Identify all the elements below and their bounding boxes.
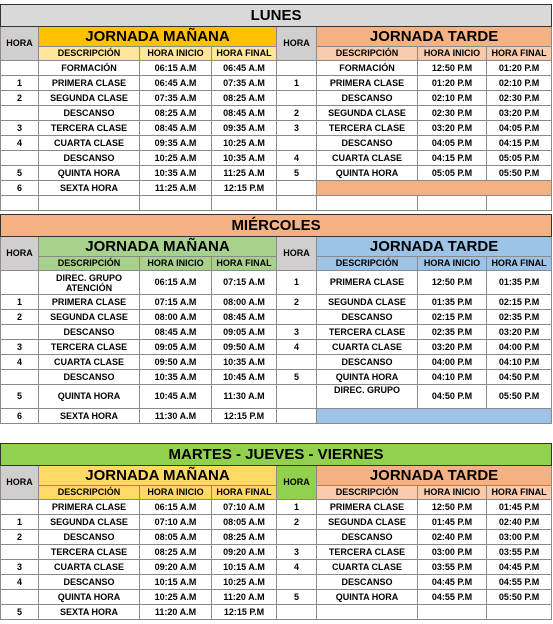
table-row — [1, 181, 552, 196]
cell-hora-final: 07:10 A.M — [212, 500, 277, 515]
cell-descripcion: TERCERA CLASE — [39, 340, 140, 355]
cell-hora — [1, 271, 39, 295]
cell-hora: 4 — [277, 151, 317, 166]
cell-hora — [1, 370, 39, 385]
cell-hora-inicio: 07:35 A.M — [140, 91, 212, 106]
cell-hora-final: 08:00 A.M — [212, 295, 277, 310]
cell-hora: 1 — [277, 500, 317, 515]
cell-hora-inicio: 10:45 A.M — [140, 385, 212, 409]
cell-descripcion: DESCANSO — [317, 136, 418, 151]
cell-hora-inicio: 08:05 A.M — [140, 530, 212, 545]
cell-hora-inicio: 02:30 P.M — [418, 106, 487, 121]
cell-hora-inicio: 11:30 A.M — [140, 409, 212, 424]
cell-hora-inicio: 04:55 P.M — [418, 590, 487, 605]
cell-empty — [317, 605, 418, 620]
cell-hora-final: 07:35 A.M — [212, 76, 277, 91]
cell-hora-inicio: 06:15 A.M — [140, 61, 212, 76]
table-row — [1, 325, 552, 340]
cell-descripcion: FORMACIÓN — [317, 61, 418, 76]
cell-hora — [277, 355, 317, 370]
table-row — [1, 310, 552, 325]
table-row — [1, 151, 552, 166]
cell-hora-final: 03:55 P.M — [487, 545, 552, 560]
cell-empty — [277, 409, 317, 424]
cell-hora-final: 01:45 P.M — [487, 500, 552, 515]
table-row-empty — [1, 196, 552, 211]
cell-hora: 3 — [1, 340, 39, 355]
cell-hora-inicio: 02:15 P.M — [418, 310, 487, 325]
cell-hora-final: 08:45 A.M — [212, 106, 277, 121]
cell-descripcion: DESCANSO — [39, 530, 140, 545]
cell-hora-final: 06:45 A.M — [212, 61, 277, 76]
cell-hora-final: 04:55 P.M — [487, 575, 552, 590]
hora-final-header: HORA FINAL — [487, 486, 552, 500]
cell-descripcion: CUARTA CLASE — [39, 136, 140, 151]
cell-hora: 5 — [277, 370, 317, 385]
jornada-tarde-header: JORNADA TARDE — [317, 466, 552, 486]
cell-hora-inicio: 04:05 P.M — [418, 136, 487, 151]
table-row — [1, 515, 552, 530]
cell-hora: 3 — [277, 121, 317, 136]
cell-hora-inicio: 06:15 A.M — [140, 271, 212, 295]
cell-hora: 2 — [277, 106, 317, 121]
cell-hora-inicio: 10:25 A.M — [140, 590, 212, 605]
cell-hora-inicio: 01:35 P.M — [418, 295, 487, 310]
cell-descripcion: CUARTA CLASE — [317, 560, 418, 575]
cell-hora-inicio: 07:10 A.M — [140, 515, 212, 530]
cell-hora-final: 05:05 P.M — [487, 151, 552, 166]
table-row — [1, 605, 552, 620]
hora-final-header: HORA FINAL — [212, 47, 277, 61]
table-row — [1, 340, 552, 355]
cell-hora: 2 — [1, 310, 39, 325]
descripcion-header: DESCRIPCIÓN — [39, 486, 140, 500]
cell-descripcion: SEGUNDA CLASE — [39, 91, 140, 106]
cell-hora-inicio: 03:20 P.M — [418, 340, 487, 355]
cell-hora: 2 — [1, 91, 39, 106]
cell-hora-final: 10:15 A.M — [212, 560, 277, 575]
cell-hora-inicio: 02:40 P.M — [418, 530, 487, 545]
cell-descripcion: DESCANSO — [39, 575, 140, 590]
cell-empty — [277, 605, 317, 620]
cell-hora-final: 03:20 P.M — [487, 106, 552, 121]
cell-descripcion: DESCANSO — [317, 355, 418, 370]
cell-hora-inicio: 09:20 A.M — [140, 560, 212, 575]
cell-hora-inicio: 08:00 A.M — [140, 310, 212, 325]
cell-descripcion: DESCANSO — [39, 151, 140, 166]
table-row — [1, 560, 552, 575]
cell-descripcion: DESCANSO — [39, 370, 140, 385]
cell-hora-inicio: 09:05 A.M — [140, 340, 212, 355]
cell-descripcion: QUINTA HORA — [39, 590, 140, 605]
cell-descripcion: SEGUNDA CLASE — [317, 106, 418, 121]
cell-hora-inicio: 02:35 P.M — [418, 325, 487, 340]
cell-hora-final: 08:25 A.M — [212, 91, 277, 106]
cell-hora-final: 10:35 A.M — [212, 151, 277, 166]
cell-hora-final: 02:30 P.M — [487, 91, 552, 106]
cell-hora: 3 — [1, 121, 39, 136]
cell-hora — [1, 500, 39, 515]
cell-hora — [277, 136, 317, 151]
cell-descripcion: TERCERA CLASE — [317, 545, 418, 560]
cell-descripcion: DIREC. GRUPO — [317, 385, 418, 409]
cell-hora-inicio: 08:45 A.M — [140, 325, 212, 340]
cell-descripcion: QUINTA HORA — [317, 590, 418, 605]
cell-hora-inicio: 03:00 P.M — [418, 545, 487, 560]
table-row — [1, 530, 552, 545]
cell-descripcion: CUARTA CLASE — [317, 151, 418, 166]
descripcion-header: DESCRIPCIÓN — [39, 257, 140, 271]
cell-hora-final: 02:15 P.M — [487, 295, 552, 310]
hora-header: HORA — [277, 466, 317, 500]
schedule-martes-jueves-viernes — [0, 443, 553, 620]
cell-hora-inicio: 05:05 P.M — [418, 166, 487, 181]
table-row — [1, 76, 552, 91]
table-row — [1, 545, 552, 560]
cell-hora — [1, 545, 39, 560]
cell-empty — [487, 605, 552, 620]
cell-hora-final: 04:10 P.M — [487, 355, 552, 370]
cell-hora: 5 — [1, 166, 39, 181]
cell-hora: 2 — [277, 515, 317, 530]
cell-descripcion: QUINTA HORA — [317, 166, 418, 181]
schedule-lunes — [0, 4, 553, 211]
cell-hora — [277, 310, 317, 325]
cell-hora-final: 11:25 A.M — [212, 166, 277, 181]
cell-hora-inicio: 04:50 P.M — [418, 385, 487, 409]
cell-descripcion: SEGUNDA CLASE — [39, 515, 140, 530]
cell-descripcion: TERCERA CLASE — [317, 325, 418, 340]
cell-descripcion: DESCANSO — [317, 575, 418, 590]
cell-hora-final: 09:35 A.M — [212, 121, 277, 136]
cell-hora-inicio: 10:25 A.M — [140, 151, 212, 166]
cell-descripcion: SEGUNDA CLASE — [317, 515, 418, 530]
cell-hora-inicio: 08:25 A.M — [140, 106, 212, 121]
cell-hora: 2 — [1, 530, 39, 545]
cell-descripcion: CUARTA CLASE — [39, 355, 140, 370]
cell-hora-inicio: 10:35 A.M — [140, 166, 212, 181]
cell-hora-inicio: 06:45 A.M — [140, 76, 212, 91]
cell-hora-final: 08:05 A.M — [212, 515, 277, 530]
hora-header: HORA — [1, 27, 39, 61]
cell-hora-final: 01:20 P.M — [487, 61, 552, 76]
cell-hora-inicio: 03:55 P.M — [418, 560, 487, 575]
cell-hora — [277, 61, 317, 76]
cell-hora-final: 10:35 A.M — [212, 355, 277, 370]
cell-hora-final: 10:25 A.M — [212, 575, 277, 590]
cell-hora — [277, 575, 317, 590]
lunes-table — [0, 4, 552, 211]
cell-hora-final: 09:50 A.M — [212, 340, 277, 355]
cell-hora-inicio: 12:50 P.M — [418, 61, 487, 76]
cell-hora: 6 — [1, 409, 39, 424]
cell-descripcion: SEXTA HORA — [39, 409, 140, 424]
mjv-table — [0, 443, 552, 620]
cell-hora-final: 05:50 P.M — [487, 385, 552, 409]
cell-descripcion: DESCANSO — [317, 91, 418, 106]
table-row — [1, 370, 552, 385]
cell-empty — [418, 605, 487, 620]
table-row — [1, 575, 552, 590]
cell-hora-final: 02:40 P.M — [487, 515, 552, 530]
cell-hora-final: 11:30 A.M — [212, 385, 277, 409]
table-row — [1, 385, 552, 409]
cell-hora-final: 03:20 P.M — [487, 325, 552, 340]
hora-header: HORA — [1, 237, 39, 271]
hora-inicio-header: HORA INICIO — [140, 257, 212, 271]
cell-hora: 1 — [1, 515, 39, 530]
cell-descripcion: SEXTA HORA — [39, 181, 140, 196]
cell-hora: 4 — [277, 560, 317, 575]
cell-descripcion: PRIMERA CLASE — [317, 76, 418, 91]
cell-hora-inicio: 02:10 P.M — [418, 91, 487, 106]
cell-hora — [277, 385, 317, 409]
descripcion-header: DESCRIPCIÓN — [317, 257, 418, 271]
cell-hora-final: 05:50 P.M — [487, 590, 552, 605]
cell-hora-final: 08:25 A.M — [212, 530, 277, 545]
table-row — [1, 355, 552, 370]
cell-hora — [1, 61, 39, 76]
cell-hora-final: 02:35 P.M — [487, 310, 552, 325]
cell-hora: 2 — [277, 295, 317, 310]
hora-final-header: HORA FINAL — [487, 257, 552, 271]
cell-descripcion: SEGUNDA CLASE — [317, 295, 418, 310]
cell-hora-inicio: 10:15 A.M — [140, 575, 212, 590]
cell-hora: 1 — [1, 295, 39, 310]
cell-hora-final: 03:00 P.M — [487, 530, 552, 545]
hora-header: HORA — [277, 27, 317, 61]
cell-hora-final: 08:45 A.M — [212, 310, 277, 325]
cell-hora — [1, 590, 39, 605]
cell-hora-inicio: 11:25 A.M — [140, 181, 212, 196]
descripcion-header: DESCRIPCIÓN — [317, 486, 418, 500]
cell-descripcion: PRIMERA CLASE — [39, 295, 140, 310]
cell-hora-final: 04:15 P.M — [487, 136, 552, 151]
cell-hora-inicio: 08:25 A.M — [140, 545, 212, 560]
cell-hora: 4 — [1, 575, 39, 590]
cell-hora-final: 01:35 P.M — [487, 271, 552, 295]
jornada-tarde-header: JORNADA TARDE — [317, 237, 552, 257]
cell-hora-final: 05:50 P.M — [487, 166, 552, 181]
cell-hora-final: 07:15 A.M — [212, 271, 277, 295]
cell-hora: 6 — [1, 181, 39, 196]
hora-inicio-header: HORA INICIO — [418, 486, 487, 500]
cell-hora-final: 10:25 A.M — [212, 136, 277, 151]
hora-header: HORA — [277, 237, 317, 271]
cell-descripcion: TERCERA CLASE — [39, 545, 140, 560]
cell-hora — [1, 106, 39, 121]
cell-hora: 5 — [1, 605, 39, 620]
lunes-title: LUNES — [1, 5, 552, 27]
cell-descripcion: DIREC. GRUPO ATENCIÓN — [39, 271, 140, 295]
hora-final-header: HORA FINAL — [212, 486, 277, 500]
cell-hora: 3 — [277, 325, 317, 340]
table-row — [1, 121, 552, 136]
hora-final-header: HORA FINAL — [212, 257, 277, 271]
cell-hora: 4 — [1, 136, 39, 151]
table-row — [1, 500, 552, 515]
jornada-manana-header: JORNADA MAÑANA — [39, 237, 277, 257]
hora-inicio-header: HORA INICIO — [140, 486, 212, 500]
descripcion-header: DESCRIPCIÓN — [317, 47, 418, 61]
cell-hora — [1, 151, 39, 166]
cell-hora — [277, 530, 317, 545]
cell-hora-inicio: 04:15 P.M — [418, 151, 487, 166]
cell-hora-final: 04:05 P.M — [487, 121, 552, 136]
table-row — [1, 61, 552, 76]
table-row — [1, 409, 552, 424]
cell-hora-final: 12:15 P.M — [212, 409, 277, 424]
hora-final-header: HORA FINAL — [487, 47, 552, 61]
cell-descripcion: TERCERA CLASE — [317, 121, 418, 136]
cell-descripcion: SEGUNDA CLASE — [39, 310, 140, 325]
cell-descripcion: TERCERA CLASE — [39, 121, 140, 136]
cell-hora-inicio: 01:45 P.M — [418, 515, 487, 530]
cell-hora-inicio: 04:45 P.M — [418, 575, 487, 590]
table-row — [1, 106, 552, 121]
cell-hora-inicio: 12:50 P.M — [418, 500, 487, 515]
cell-hora: 5 — [277, 590, 317, 605]
cell-hora-inicio: 06:15 A.M — [140, 500, 212, 515]
filler-cell — [317, 409, 552, 424]
cell-hora-final: 10:45 A.M — [212, 370, 277, 385]
hora-inicio-header: HORA INICIO — [140, 47, 212, 61]
cell-hora-inicio: 09:50 A.M — [140, 355, 212, 370]
table-row — [1, 166, 552, 181]
cell-hora-inicio: 07:15 A.M — [140, 295, 212, 310]
cell-descripcion: QUINTA HORA — [39, 166, 140, 181]
cell-hora-inicio: 09:35 A.M — [140, 136, 212, 151]
cell-hora: 5 — [277, 166, 317, 181]
cell-hora-final: 02:10 P.M — [487, 76, 552, 91]
table-row — [1, 271, 552, 295]
jornada-manana-header: JORNADA MAÑANA — [39, 466, 277, 486]
cell-hora-inicio: 12:50 P.M — [418, 271, 487, 295]
cell-descripcion: PRIMERA CLASE — [317, 500, 418, 515]
cell-descripcion: QUINTA HORA — [39, 385, 140, 409]
cell-descripcion: QUINTA HORA — [317, 370, 418, 385]
descripcion-header: DESCRIPCIÓN — [39, 47, 140, 61]
cell-hora-final: 12:15 P.M — [212, 181, 277, 196]
hora-header: HORA — [1, 466, 39, 500]
jornada-manana-header: JORNADA MAÑANA — [39, 27, 277, 47]
cell-hora-final: 04:45 P.M — [487, 560, 552, 575]
cell-descripcion: PRIMERA CLASE — [39, 500, 140, 515]
cell-hora-final: 11:20 A.M — [212, 590, 277, 605]
cell-hora-final: 12:15 P.M — [212, 605, 277, 620]
cell-descripcion: PRIMERA CLASE — [39, 76, 140, 91]
schedule-miercoles — [0, 214, 553, 424]
hora-inicio-header: HORA INICIO — [418, 47, 487, 61]
cell-hora: 4 — [1, 355, 39, 370]
cell-hora-final: 04:00 P.M — [487, 340, 552, 355]
filler-cell — [317, 181, 552, 196]
cell-descripcion: CUARTA CLASE — [317, 340, 418, 355]
table-row — [1, 295, 552, 310]
cell-hora: 4 — [277, 340, 317, 355]
jornada-tarde-header: JORNADA TARDE — [317, 27, 552, 47]
cell-hora: 1 — [277, 76, 317, 91]
cell-descripcion: DESCANSO — [39, 325, 140, 340]
table-row — [1, 91, 552, 106]
cell-hora: 1 — [277, 271, 317, 295]
cell-hora-inicio: 01:20 P.M — [418, 76, 487, 91]
cell-hora: 5 — [1, 385, 39, 409]
cell-hora — [277, 91, 317, 106]
cell-hora-inicio: 03:20 P.M — [418, 121, 487, 136]
cell-hora-final: 09:20 A.M — [212, 545, 277, 560]
cell-hora-inicio: 04:00 P.M — [418, 355, 487, 370]
cell-hora-inicio: 04:10 P.M — [418, 370, 487, 385]
cell-hora-final: 09:05 A.M — [212, 325, 277, 340]
mjv-title: MARTES - JUEVES - VIERNES — [1, 444, 552, 466]
cell-descripcion: CUARTA CLASE — [39, 560, 140, 575]
cell-hora: 1 — [1, 76, 39, 91]
cell-descripcion: PRIMERA CLASE — [317, 271, 418, 295]
cell-hora — [1, 325, 39, 340]
cell-hora: 3 — [277, 545, 317, 560]
cell-hora-inicio: 10:35 A.M — [140, 370, 212, 385]
miercoles-title: MIÉRCOLES — [1, 215, 552, 237]
table-row — [1, 136, 552, 151]
table-row — [1, 590, 552, 605]
cell-descripcion: DESCANSO — [39, 106, 140, 121]
cell-hora: 3 — [1, 560, 39, 575]
cell-descripcion: FORMACIÓN — [39, 61, 140, 76]
cell-descripcion: DESCANSO — [317, 530, 418, 545]
miercoles-table — [0, 214, 552, 424]
cell-hora-inicio: 11:20 A.M — [140, 605, 212, 620]
cell-descripcion: SEXTA HORA — [39, 605, 140, 620]
cell-hora-inicio: 08:45 A.M — [140, 121, 212, 136]
cell-descripcion: DESCANSO — [317, 310, 418, 325]
cell-hora-final: 04:50 P.M — [487, 370, 552, 385]
cell-empty — [277, 181, 317, 196]
hora-inicio-header: HORA INICIO — [418, 257, 487, 271]
